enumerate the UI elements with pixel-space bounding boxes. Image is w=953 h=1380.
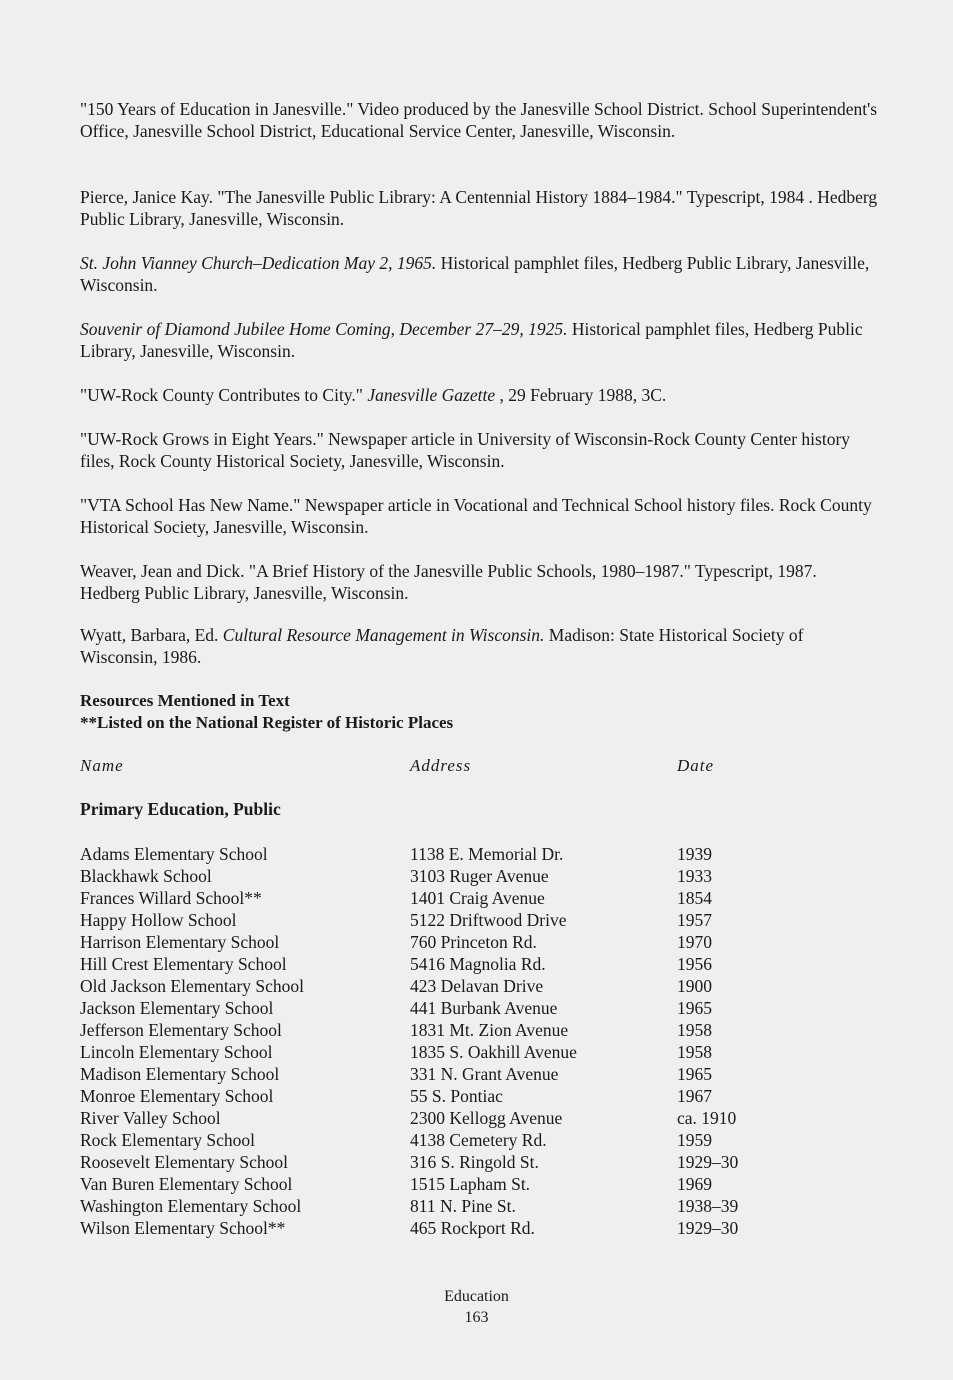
school-date: 1938–39 bbox=[677, 1196, 739, 1216]
entry-text: Weaver, Jean and Dick. "A Brief History of the Janesville Public Schools, 1980–1987." Typescript, 1987. Hedberg Public Library, Janesville, Wisconsin. bbox=[80, 561, 817, 603]
section-label: Primary Education, Public bbox=[80, 799, 281, 819]
school-address: 4138 Cemetery Rd. bbox=[410, 1130, 547, 1150]
entry-text: Madison: State Historical Society of Wisconsin, 1986. bbox=[80, 625, 804, 667]
school-date: 1929–30 bbox=[677, 1218, 739, 1238]
column-header-date: Date bbox=[677, 756, 715, 775]
table-row bbox=[80, 1063, 880, 1085]
school-date: 1854 bbox=[677, 888, 712, 908]
school-address: 1515 Lapham St. bbox=[410, 1174, 531, 1194]
school-name: Monroe Elementary School bbox=[80, 1086, 274, 1106]
table-row bbox=[80, 1195, 880, 1217]
entry-text: Wyatt, Barbara, Ed. bbox=[80, 625, 223, 645]
entry-text: "UW-Rock County Contributes to City." bbox=[80, 385, 368, 405]
school-date: 1939 bbox=[677, 844, 712, 864]
table-row bbox=[80, 865, 880, 887]
entry-text: , 29 February 1988, 3C. bbox=[495, 385, 667, 405]
bibliography-entry bbox=[80, 186, 880, 230]
school-name: Roosevelt Elementary School bbox=[80, 1152, 289, 1172]
register-note: **Listed on the National Register of Historic Places bbox=[80, 713, 454, 732]
bibliography-entry bbox=[80, 98, 880, 142]
school-date: 1958 bbox=[677, 1042, 712, 1062]
school-name: Jefferson Elementary School bbox=[80, 1020, 282, 1040]
table-row bbox=[80, 1041, 880, 1063]
resources-heading: Resources Mentioned in Text bbox=[80, 691, 290, 710]
school-name: Harrison Elementary School bbox=[80, 932, 280, 952]
school-name: Jackson Elementary School bbox=[80, 998, 274, 1018]
bibliography-entry bbox=[80, 318, 880, 362]
entry-title: Cultural Resource Management in Wisconsin. bbox=[222, 625, 545, 645]
school-date: 1970 bbox=[677, 932, 712, 952]
school-name: Old Jackson Elementary School bbox=[80, 976, 305, 996]
entry-text: "VTA School Has New Name." Newspaper article in Vocational and Technical School history files. Rock County Historical Society, Janesville, Wisconsin. bbox=[80, 495, 872, 537]
school-date: 1969 bbox=[677, 1174, 712, 1194]
table-row bbox=[80, 1217, 880, 1239]
school-address: 55 S. Pontiac bbox=[410, 1086, 503, 1106]
school-name: Madison Elementary School bbox=[80, 1064, 280, 1084]
school-date: 1959 bbox=[677, 1130, 712, 1150]
school-name: Frances Willard School** bbox=[80, 888, 262, 908]
school-address: 1835 S. Oakhill Avenue bbox=[410, 1042, 577, 1062]
school-date: 1967 bbox=[677, 1086, 712, 1106]
school-name: Wilson Elementary School** bbox=[80, 1218, 286, 1238]
table-row bbox=[80, 843, 880, 865]
entry-title: Janesville Gazette bbox=[367, 385, 496, 405]
school-name: Happy Hollow School bbox=[80, 910, 237, 930]
bibliography-entry bbox=[80, 384, 880, 406]
school-name: Van Buren Elementary School bbox=[80, 1174, 293, 1194]
school-address: 760 Princeton Rd. bbox=[410, 932, 537, 952]
school-date: 1956 bbox=[677, 954, 712, 974]
school-name: Blackhawk School bbox=[80, 866, 212, 886]
table-row bbox=[80, 887, 880, 909]
table-row bbox=[80, 1173, 880, 1195]
footer-section-title: Education bbox=[444, 1288, 509, 1305]
school-address: 316 S. Ringold St. bbox=[410, 1152, 539, 1172]
column-header-address: Address bbox=[410, 756, 472, 775]
school-date: 1965 bbox=[677, 998, 712, 1018]
entry-text: "150 Years of Education in Janesville." Video produced by the Janesville School District. School Superintendent's Office, Janesville School District, Educational Service Center, Janesville, Wisconsin. bbox=[80, 99, 878, 141]
bibliography-entry bbox=[80, 252, 880, 296]
school-name: Adams Elementary School bbox=[80, 844, 268, 864]
bibliography-entry bbox=[80, 494, 880, 538]
table-row bbox=[80, 1151, 880, 1173]
entry-text: "UW-Rock Grows in Eight Years." Newspaper article in University of Wisconsin-Rock County Center history files, Rock County Historical Society, Janesville, Wisconsin. bbox=[80, 429, 851, 471]
school-address: 441 Burbank Avenue bbox=[410, 998, 558, 1018]
school-address: 423 Delavan Drive bbox=[410, 976, 544, 996]
school-date: 1900 bbox=[677, 976, 712, 996]
school-date: 1929–30 bbox=[677, 1152, 739, 1172]
column-header-name: Name bbox=[80, 756, 124, 775]
table-row bbox=[80, 975, 880, 997]
schools-table bbox=[80, 843, 880, 1239]
entry-text: Historical pamphlet files, Hedberg Public Library, Janesville, Wisconsin. bbox=[80, 319, 863, 361]
page-number: 163 bbox=[464, 1309, 489, 1326]
entry-text: Pierce, Janice Kay. "The Janesville Public Library: A Centennial History 1884–1984." Typescript, 1984 . Hedberg Public Library, Janesville, Wisconsin. bbox=[80, 187, 878, 229]
school-address: 465 Rockport Rd. bbox=[410, 1218, 535, 1238]
school-address: 1831 Mt. Zion Avenue bbox=[410, 1020, 569, 1040]
school-address: 1401 Craig Avenue bbox=[410, 888, 545, 908]
school-name: Lincoln Elementary School bbox=[80, 1042, 273, 1062]
table-row bbox=[80, 997, 880, 1019]
entry-title: Souvenir of Diamond Jubilee Home Coming, December 27–29, 1925. bbox=[80, 319, 568, 339]
school-address: 3103 Ruger Avenue bbox=[410, 866, 549, 886]
school-name: Rock Elementary School bbox=[80, 1130, 255, 1150]
school-name: Hill Crest Elementary School bbox=[80, 954, 287, 974]
school-date: 1933 bbox=[677, 866, 712, 886]
school-date: 1957 bbox=[677, 910, 712, 930]
bibliography-entry bbox=[80, 624, 880, 668]
school-address: 1138 E. Memorial Dr. bbox=[410, 844, 564, 864]
table-row bbox=[80, 931, 880, 953]
school-date: 1965 bbox=[677, 1064, 712, 1084]
entry-text: Historical pamphlet files, Hedberg Public Library, Janesville, Wisconsin. bbox=[80, 253, 870, 295]
school-date: 1958 bbox=[677, 1020, 712, 1040]
school-address: 5416 Magnolia Rd. bbox=[410, 954, 546, 974]
table-row bbox=[80, 909, 880, 931]
school-date: ca. 1910 bbox=[677, 1108, 737, 1128]
school-name: Washington Elementary School bbox=[80, 1196, 302, 1216]
school-address: 5122 Driftwood Drive bbox=[410, 910, 567, 930]
school-address: 331 N. Grant Avenue bbox=[410, 1064, 559, 1084]
entry-title: St. John Vianney Church–Dedication May 2, 1965. bbox=[80, 253, 437, 273]
table-row bbox=[80, 953, 880, 975]
school-address: 2300 Kellogg Avenue bbox=[410, 1108, 563, 1128]
school-name: River Valley School bbox=[80, 1108, 221, 1128]
table-row bbox=[80, 1107, 880, 1129]
table-row bbox=[80, 1129, 880, 1151]
table-row bbox=[80, 1019, 880, 1041]
bibliography-entry bbox=[80, 428, 880, 472]
bibliography-entry bbox=[80, 560, 880, 604]
table-row bbox=[80, 1085, 880, 1107]
school-address: 811 N. Pine St. bbox=[410, 1196, 516, 1216]
